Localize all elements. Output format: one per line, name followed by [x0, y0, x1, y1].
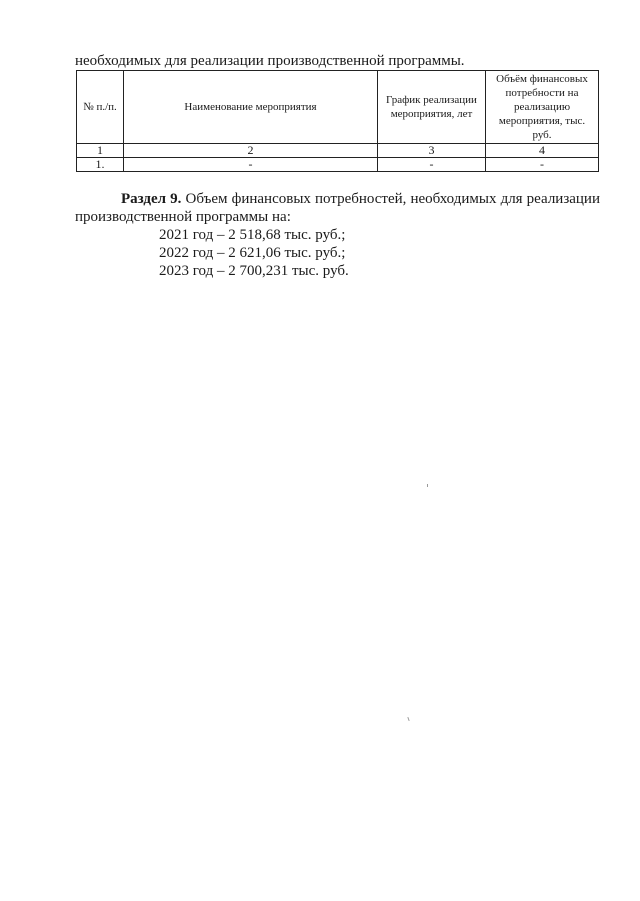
table-row [77, 158, 599, 172]
table-cell: 2 [124, 144, 378, 158]
section-title: Раздел 9. [121, 191, 182, 207]
budget-item-2023: 2023 год – 2 700,231 тыс. руб. [159, 263, 349, 279]
measures-table [76, 70, 599, 172]
header-measure-name: Наименование мероприятия [124, 71, 378, 144]
intro-line: необходимых для реализации производственной программы. [75, 53, 465, 69]
table-cell: - [378, 158, 486, 172]
table-cell: - [486, 158, 599, 172]
header-schedule: График реализации мероприятия, лет [378, 71, 486, 144]
budget-item-2022: 2022 год – 2 621,06 тыс. руб.; [159, 245, 346, 261]
scan-speck [427, 484, 428, 487]
section-text: Объем финансовых потребностей, необходимых для реализации производственной программы на: [75, 191, 600, 225]
section-paragraph [75, 190, 600, 226]
table-cell: 1. [77, 158, 124, 172]
table-cell: 3 [378, 144, 486, 158]
table-header-row [77, 71, 599, 144]
table-row [77, 144, 599, 158]
section-9 [75, 190, 600, 280]
header-financial-needs: Объём финансовых потребности на реализацию мероприятия, тыс. руб. [486, 71, 599, 144]
budget-item-2021: 2021 год – 2 518,68 тыс. руб.; [159, 227, 346, 243]
table-cell: - [124, 158, 378, 172]
table-cell: 1 [77, 144, 124, 158]
scan-speck [407, 717, 409, 721]
table-cell: 4 [486, 144, 599, 158]
header-number: № п./п. [77, 71, 124, 144]
